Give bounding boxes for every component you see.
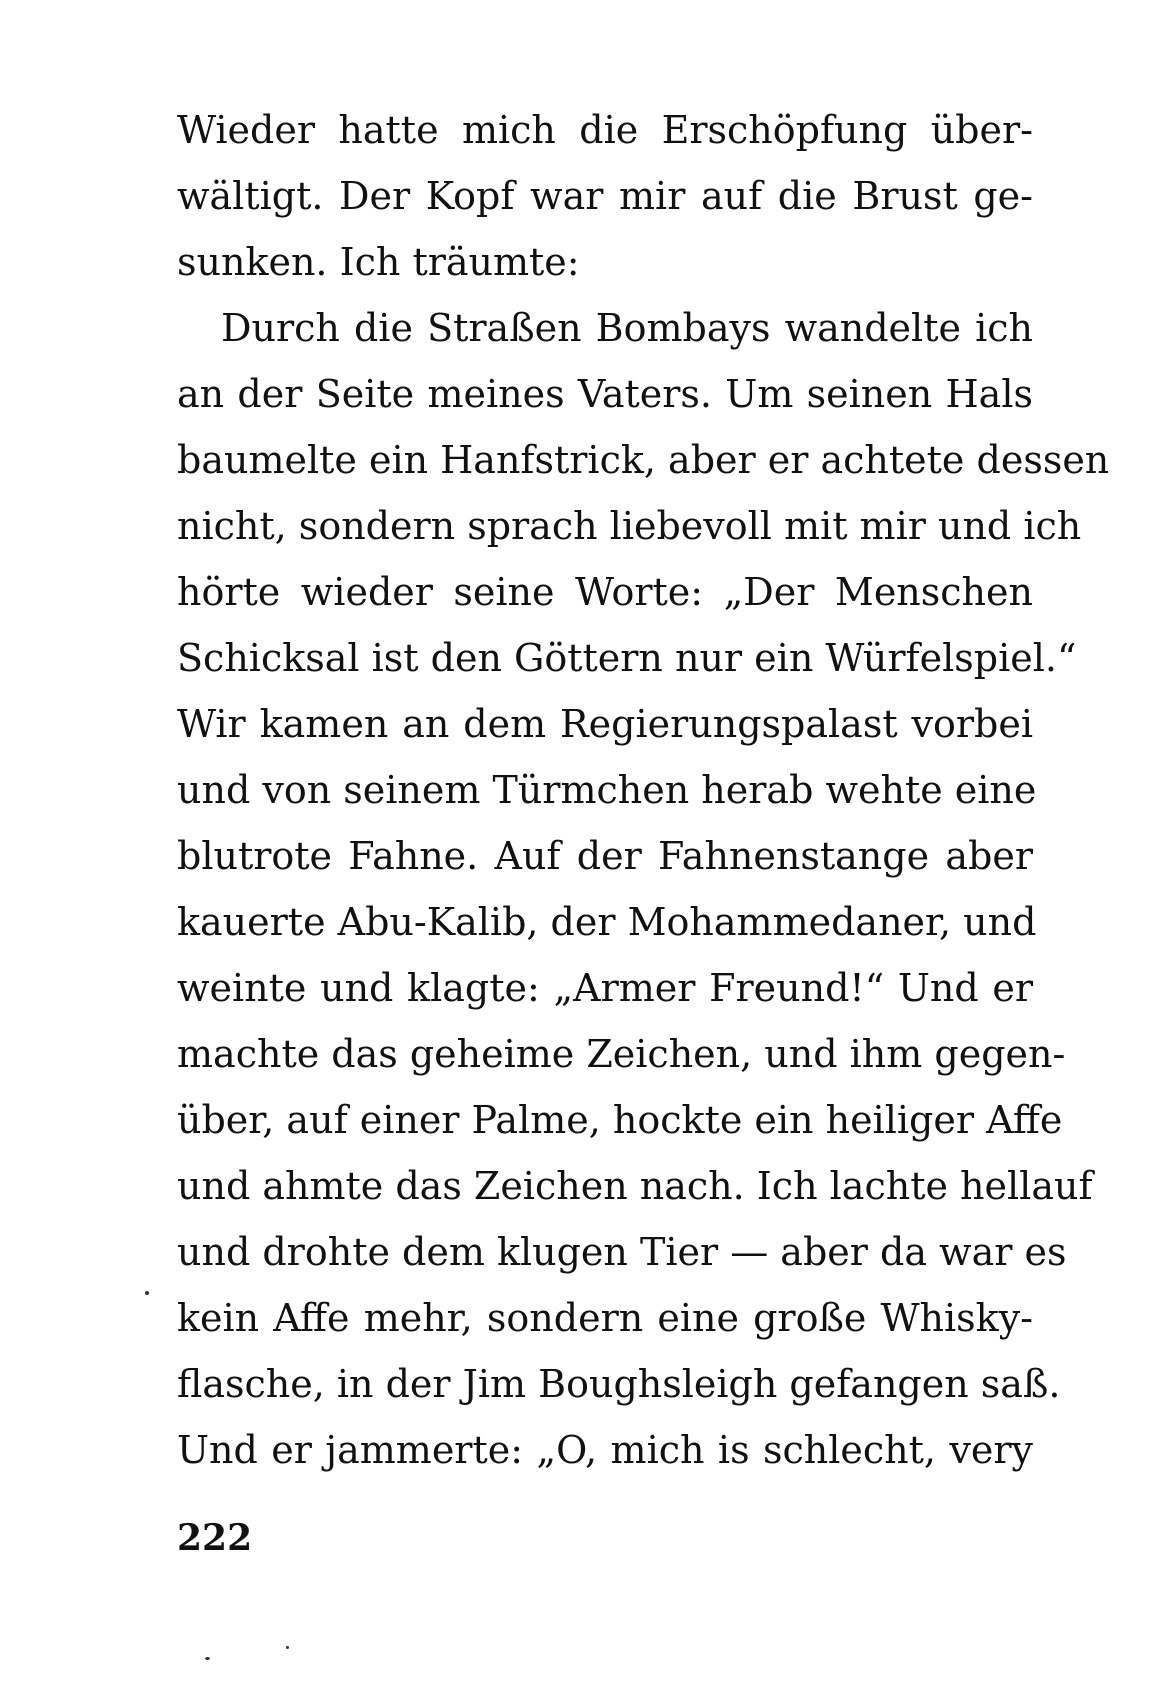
page-number: 222 <box>177 1517 253 1559</box>
text-line: Und er jammerte: „O, mich is schlecht, very <box>177 1428 1033 1472</box>
scan-speck <box>145 1291 149 1295</box>
text-line: an der Seite meines Vaters. Um seinen Hals <box>177 372 1033 416</box>
text-line: kauerte Abu-Kalib, der Mohammedaner, und <box>177 900 1037 944</box>
text-line: kein Affe mehr, sondern eine große Whisky- <box>177 1296 1033 1340</box>
text-line: sunken. Ich träumte: <box>177 240 580 284</box>
text-line: flasche, in der Jim Boughsleigh gefangen saß. <box>177 1362 1061 1406</box>
text-line: Wir kamen an dem Regierungspalast vorbei <box>177 702 1033 746</box>
text-line: Schicksal ist den Göttern nur ein Würfelspiel.“ <box>177 636 1077 680</box>
text-line: über, auf einer Palme, hockte ein heiliger Affe <box>177 1098 1063 1142</box>
text-line: blutrote Fahne. Auf der Fahnenstange aber <box>177 834 1033 878</box>
text-line: wältigt. Der Kopf war mir auf die Brust ge- <box>177 174 1033 218</box>
scan-speck <box>205 1657 210 1660</box>
text-line: Wieder hatte mich die Erschöpfung über- <box>177 108 1033 152</box>
text-line: und drohte dem klugen Tier — aber da war es <box>177 1230 1067 1274</box>
text-line: machte das geheime Zeichen, und ihm gegen- <box>177 1032 1066 1076</box>
text-line: nicht, sondern sprach liebevoll mit mir und ich <box>177 504 1082 548</box>
body-text <box>177 97 1110 1483</box>
text-line: baumelte ein Hanfstrick, aber er achtete dessen <box>177 438 1110 482</box>
text-line: und ahmte das Zeichen nach. Ich lachte hellauf <box>177 1164 1093 1208</box>
scan-speck <box>286 1646 289 1649</box>
text-line: Durch die Straßen Bombays wandelte ich <box>221 306 1033 350</box>
text-line: und von seinem Türmchen herab wehte eine <box>177 768 1037 812</box>
text-line: weinte und klagte: „Armer Freund!“ Und er <box>177 966 1033 1010</box>
text-line: hörte wieder seine Worte: „Der Menschen <box>177 570 1033 614</box>
